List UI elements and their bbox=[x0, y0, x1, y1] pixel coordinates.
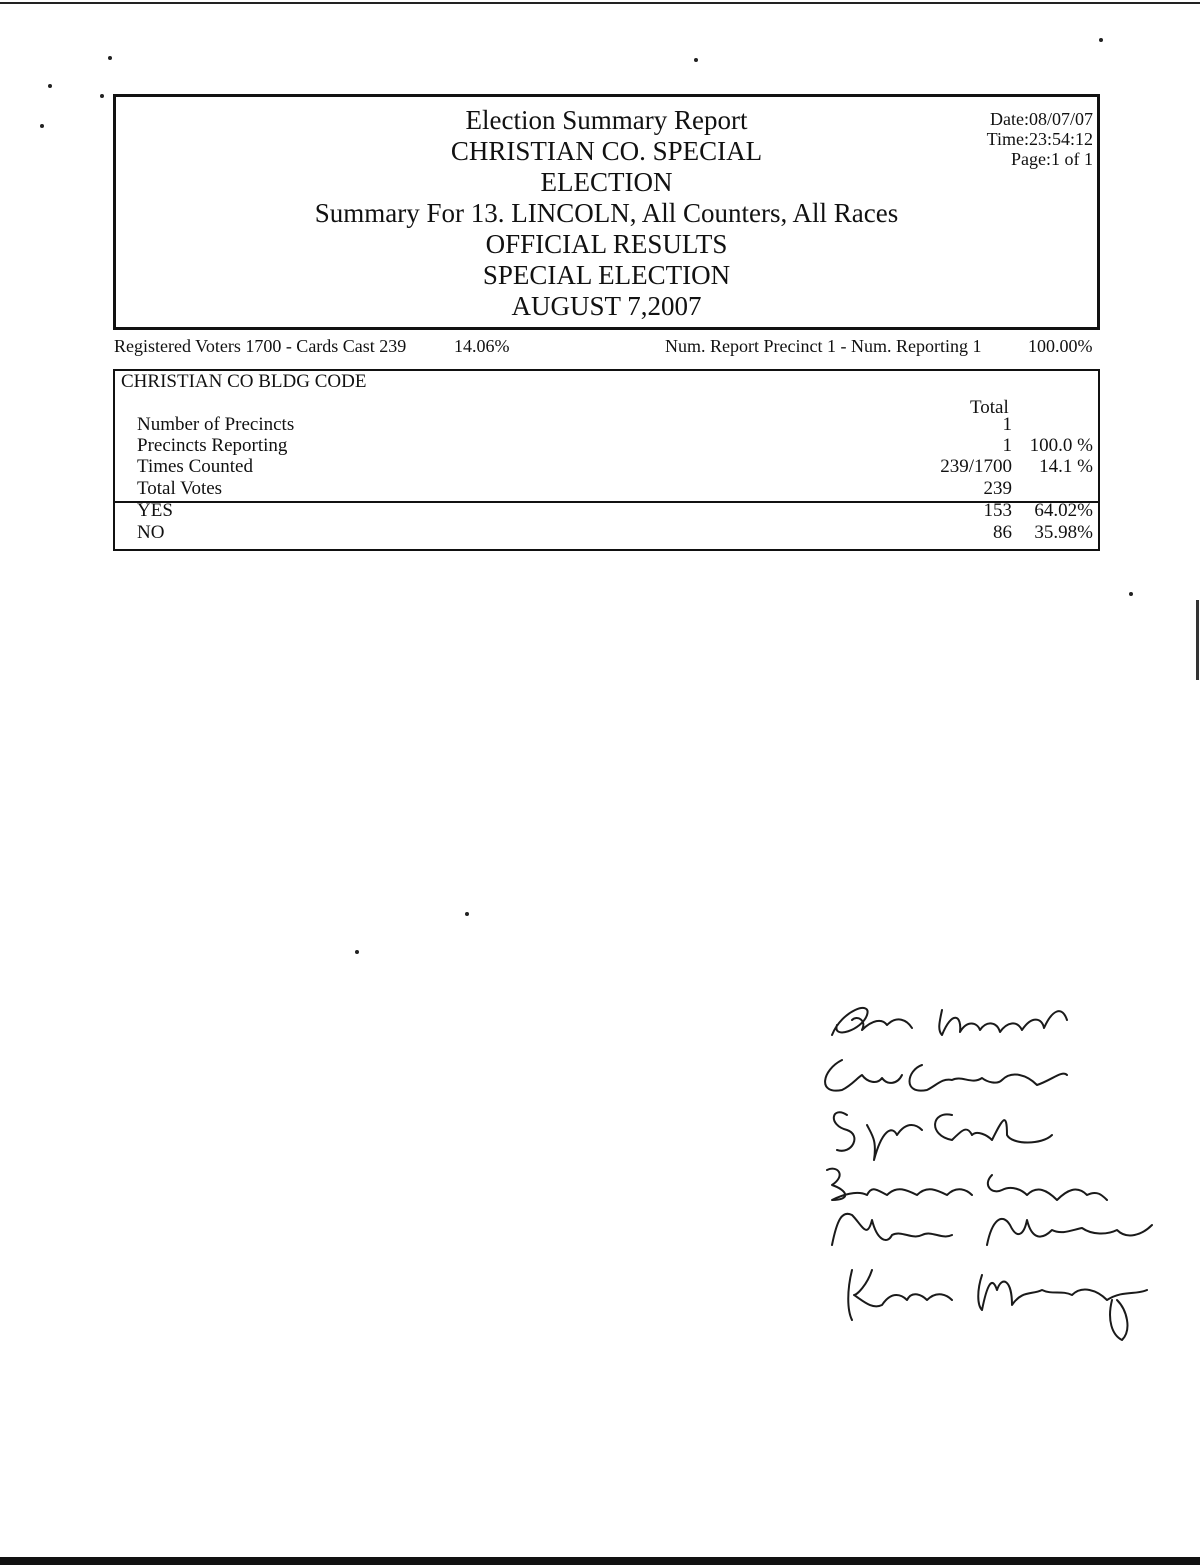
report-subtitle: CHRISTIAN CO. SPECIAL bbox=[450, 136, 763, 166]
row-label: Precincts Reporting bbox=[137, 435, 288, 456]
table-row bbox=[115, 456, 1098, 478]
race-title: CHRISTIAN CO BLDG CODE bbox=[121, 371, 367, 392]
choice-row-no bbox=[115, 522, 1098, 544]
header-meta bbox=[987, 109, 1093, 169]
scan-speck bbox=[48, 84, 52, 88]
scan-edge-top bbox=[0, 2, 1200, 4]
signature-1 bbox=[832, 1008, 1067, 1035]
signature-3 bbox=[834, 1112, 1052, 1160]
signature-4 bbox=[827, 1169, 1107, 1200]
row-value: 1 bbox=[1002, 435, 1012, 456]
scan-speck bbox=[40, 124, 44, 128]
race-results-table bbox=[113, 369, 1100, 551]
row-label: Total Votes bbox=[137, 478, 223, 499]
choice-label: NO bbox=[137, 522, 165, 543]
reporting-summary: Num. Report Precinct 1 - Num. Reporting 1 bbox=[665, 336, 982, 356]
choice-row-yes bbox=[115, 500, 1098, 522]
signature-2 bbox=[825, 1060, 1067, 1091]
report-title: Election Summary Report bbox=[465, 105, 748, 135]
report-header bbox=[113, 94, 1100, 330]
reporting-percent: 100.00% bbox=[1028, 336, 1093, 356]
choice-percent: 64.02% bbox=[1034, 500, 1093, 521]
summary-line: Summary For 13. LINCOLN, All Counters, All Races bbox=[314, 198, 899, 228]
report-subtitle-continued: ELECTION bbox=[540, 167, 673, 197]
scan-speck bbox=[1099, 38, 1103, 42]
results-status: OFFICIAL RESULTS bbox=[485, 229, 728, 259]
row-percent: 100.0 % bbox=[1029, 435, 1093, 456]
signature-5 bbox=[832, 1214, 1152, 1245]
scan-edge-right bbox=[1196, 600, 1199, 680]
row-label: Times Counted bbox=[137, 456, 253, 477]
election-name: SPECIAL ELECTION bbox=[482, 260, 731, 290]
row-value: 1 bbox=[1002, 414, 1012, 435]
scan-speck bbox=[694, 58, 698, 62]
scan-speck bbox=[108, 56, 112, 60]
table-row bbox=[115, 414, 1098, 436]
scan-speck bbox=[465, 912, 469, 916]
row-label: Number of Precincts bbox=[137, 414, 295, 435]
choice-votes: 153 bbox=[983, 500, 1012, 521]
scan-speck bbox=[1129, 592, 1133, 596]
header-title-block bbox=[116, 105, 1097, 322]
row-value: 239/1700 bbox=[940, 456, 1012, 477]
report-time: Time:23:54:12 bbox=[986, 129, 1093, 149]
election-date: AUGUST 7,2007 bbox=[511, 291, 702, 321]
page-number: Page:1 of 1 bbox=[1011, 149, 1093, 169]
column-header-total: Total bbox=[970, 397, 1009, 418]
table-row bbox=[115, 435, 1098, 457]
row-percent: 14.1 % bbox=[1039, 456, 1093, 477]
report-date: Date:08/07/07 bbox=[990, 109, 1093, 129]
choice-label: YES bbox=[137, 500, 173, 521]
turnout-percent: 14.06% bbox=[454, 336, 510, 356]
choice-percent: 35.98% bbox=[1034, 522, 1093, 543]
scan-speck bbox=[355, 950, 359, 954]
table-row bbox=[115, 478, 1098, 500]
registered-voters-summary: Registered Voters 1700 - Cards Cast 239 bbox=[114, 336, 407, 356]
scan-speck bbox=[100, 94, 104, 98]
signature-block bbox=[812, 990, 1172, 1350]
choice-votes: 86 bbox=[993, 522, 1012, 543]
scan-edge-bottom bbox=[0, 1557, 1200, 1565]
signature-6 bbox=[848, 1270, 1147, 1340]
row-value: 239 bbox=[983, 478, 1012, 499]
